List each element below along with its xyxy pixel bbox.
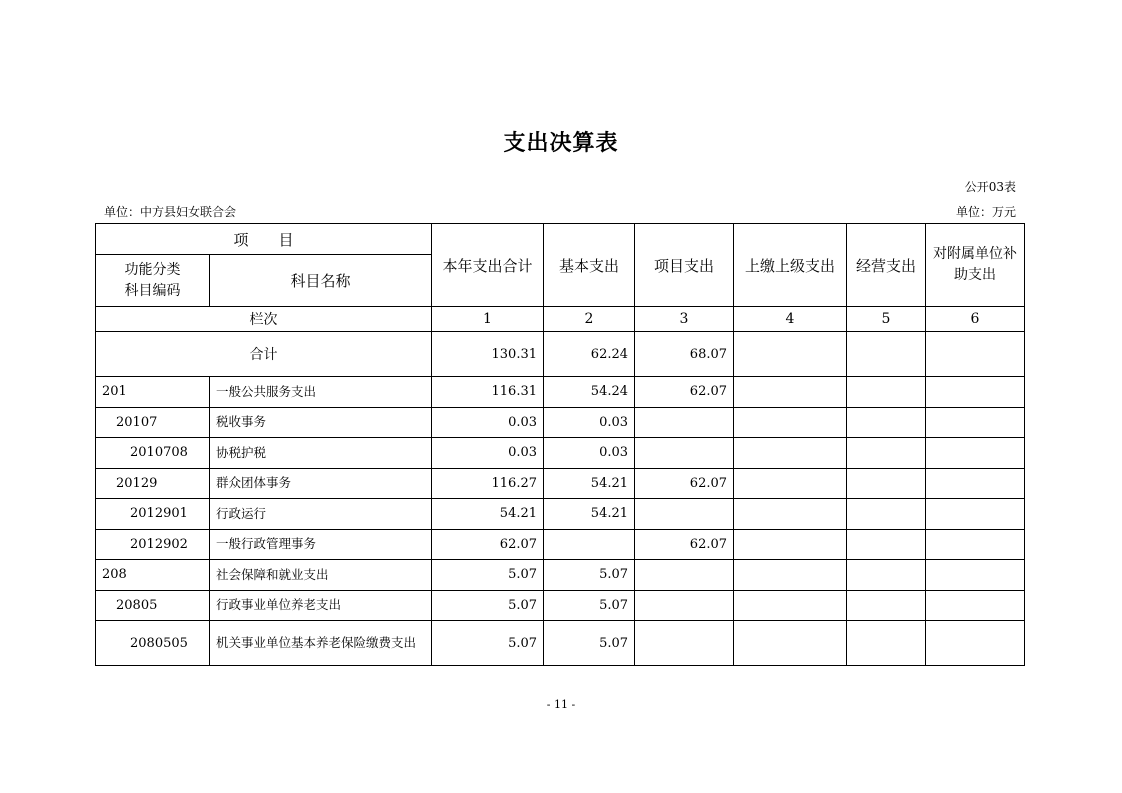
row-upper — [734, 590, 847, 621]
index-1: 1 — [432, 307, 544, 332]
row-basic: 54.21 — [544, 468, 635, 499]
row-subsidy — [926, 529, 1025, 560]
index-3: 3 — [635, 307, 734, 332]
row-total: 62.07 — [432, 529, 544, 560]
row-business — [847, 468, 926, 499]
row-subsidy — [926, 560, 1025, 591]
row-basic: 54.24 — [544, 377, 635, 408]
row-subject-name: 社会保障和就业支出 — [210, 560, 432, 591]
total-sum: 130.31 — [432, 332, 544, 377]
row-code: 20805 — [96, 590, 210, 621]
unit-currency: 单位：万元 — [955, 205, 1016, 219]
row-total: 116.27 — [432, 468, 544, 499]
row-business — [847, 407, 926, 438]
row-project — [635, 438, 734, 469]
index-label: 栏次 — [96, 307, 432, 332]
row-basic: 54.21 — [544, 499, 635, 530]
row-basic: 5.07 — [544, 590, 635, 621]
row-code: 201 — [96, 377, 210, 408]
header-subsidy-text: 对附属单位补助支出 — [933, 246, 1018, 283]
row-total: 5.07 — [432, 621, 544, 666]
row-upper — [734, 377, 847, 408]
row-project: 62.07 — [635, 377, 734, 408]
row-upper — [734, 560, 847, 591]
row-subject-name: 群众团体事务 — [210, 468, 432, 499]
row-subject-name: 机关事业单位基本养老保险缴费支出 — [210, 621, 432, 666]
page-title: 支出决算表 — [503, 131, 619, 156]
row-subsidy — [926, 621, 1025, 666]
total-row — [96, 332, 1025, 377]
total-project: 68.07 — [635, 332, 734, 377]
table-row — [96, 560, 1025, 591]
row-code: 20129 — [96, 468, 210, 499]
table-row — [96, 468, 1025, 499]
header-upper: 上缴上级支出 — [734, 224, 847, 307]
row-subject-name: 协税护税 — [210, 438, 432, 469]
row-total: 0.03 — [432, 438, 544, 469]
table-row — [96, 407, 1025, 438]
total-upper — [734, 332, 847, 377]
expenditure-table — [95, 223, 1025, 666]
header-subsidy — [926, 224, 1025, 307]
header-business: 经营支出 — [847, 224, 926, 307]
row-business — [847, 590, 926, 621]
row-code: 2012902 — [96, 529, 210, 560]
header-func-code-text: 功能分类科目编码 — [124, 261, 181, 299]
header-subject-name: 科目名称 — [210, 255, 432, 307]
row-basic: 5.07 — [544, 560, 635, 591]
row-subsidy — [926, 590, 1025, 621]
row-project — [635, 560, 734, 591]
row-business — [847, 499, 926, 530]
header-total: 本年支出合计 — [432, 224, 544, 307]
row-code: 208 — [96, 560, 210, 591]
total-label: 合计 — [96, 332, 432, 377]
row-subsidy — [926, 377, 1025, 408]
row-business — [847, 560, 926, 591]
row-total: 0.03 — [432, 407, 544, 438]
total-subsidy — [926, 332, 1025, 377]
row-code: 20107 — [96, 407, 210, 438]
index-5: 5 — [847, 307, 926, 332]
row-subject-name: 行政运行 — [210, 499, 432, 530]
row-upper — [734, 407, 847, 438]
index-row — [96, 307, 1025, 332]
row-project — [635, 621, 734, 666]
unit-organization: 单位：中方县妇女联合会 — [104, 205, 237, 219]
table-row — [96, 438, 1025, 469]
row-subject-name: 税收事务 — [210, 407, 432, 438]
row-project — [635, 499, 734, 530]
row-basic: 5.07 — [544, 621, 635, 666]
row-total: 5.07 — [432, 560, 544, 591]
row-total: 5.07 — [432, 590, 544, 621]
row-code: 2012901 — [96, 499, 210, 530]
total-business — [847, 332, 926, 377]
row-subsidy — [926, 499, 1025, 530]
row-upper — [734, 529, 847, 560]
index-2: 2 — [544, 307, 635, 332]
index-6: 6 — [926, 307, 1025, 332]
header-project-expense: 项目支出 — [635, 224, 734, 307]
row-basic: 0.03 — [544, 407, 635, 438]
row-subject-name: 一般公共服务支出 — [210, 377, 432, 408]
index-4: 4 — [734, 307, 847, 332]
row-total: 54.21 — [432, 499, 544, 530]
table-row — [96, 499, 1025, 530]
row-project: 62.07 — [635, 468, 734, 499]
row-project — [635, 407, 734, 438]
row-upper — [734, 468, 847, 499]
table-row — [96, 621, 1025, 666]
header-project: 项 目 — [96, 224, 432, 255]
row-project: 62.07 — [635, 529, 734, 560]
row-upper — [734, 621, 847, 666]
row-subsidy — [926, 468, 1025, 499]
row-upper — [734, 499, 847, 530]
row-subject-name: 一般行政管理事务 — [210, 529, 432, 560]
header-basic: 基本支出 — [544, 224, 635, 307]
row-business — [847, 529, 926, 560]
row-code: 2080505 — [96, 621, 210, 666]
row-total: 116.31 — [432, 377, 544, 408]
header-func-code — [96, 255, 210, 307]
row-basic — [544, 529, 635, 560]
total-basic: 62.24 — [544, 332, 635, 377]
row-upper — [734, 438, 847, 469]
row-subsidy — [926, 407, 1025, 438]
row-business — [847, 438, 926, 469]
page-number: - 11 - — [546, 698, 576, 711]
row-project — [635, 590, 734, 621]
row-code: 2010708 — [96, 438, 210, 469]
row-subsidy — [926, 438, 1025, 469]
table-body — [96, 377, 1025, 666]
row-subject-name: 行政事业单位养老支出 — [210, 590, 432, 621]
table-row — [96, 590, 1025, 621]
table-row — [96, 377, 1025, 408]
table-row — [96, 529, 1025, 560]
row-business — [847, 377, 926, 408]
row-basic: 0.03 — [544, 438, 635, 469]
row-business — [847, 621, 926, 666]
form-number: 公开03表 — [964, 180, 1016, 194]
